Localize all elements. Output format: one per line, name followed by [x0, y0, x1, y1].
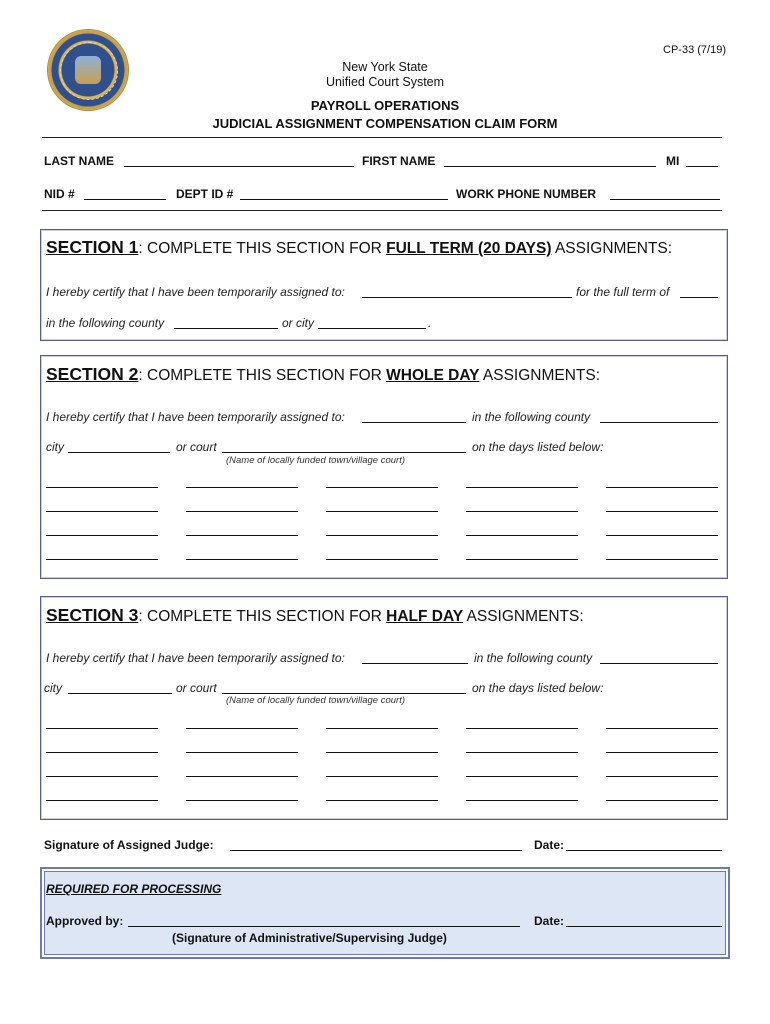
s2-day-field[interactable] — [466, 499, 578, 512]
s3-county-text: in the following county — [474, 651, 593, 665]
required-processing-box — [40, 867, 730, 959]
s2-city-text: city — [46, 440, 64, 454]
nid-field[interactable] — [84, 187, 166, 200]
s2-city-field[interactable] — [68, 440, 170, 453]
s3-day-field[interactable] — [46, 764, 158, 777]
s1-certify-text: I hereby certify that I have been temporarily assigned to: — [46, 285, 345, 299]
s2-day-field[interactable] — [46, 499, 158, 512]
s3-assigned-to-field[interactable] — [362, 651, 468, 664]
mi-field[interactable] — [686, 154, 718, 167]
work-phone-field[interactable] — [610, 187, 720, 200]
s3-day-field[interactable] — [46, 788, 158, 801]
s2-day-field[interactable] — [326, 523, 438, 536]
s2-day-field[interactable] — [466, 547, 578, 560]
id-rule — [42, 210, 722, 211]
form-code: CP-33 (7/19) — [663, 44, 726, 56]
s2-day-field[interactable] — [466, 523, 578, 536]
s2-certify-text: I hereby certify that I have been temporarily assigned to: — [46, 410, 345, 424]
s2-day-field[interactable] — [326, 547, 438, 560]
s3-day-field[interactable] — [326, 716, 438, 729]
s3-certify-text: I hereby certify that I have been temporarily assigned to: — [46, 651, 345, 665]
first-name-label: FIRST NAME — [362, 154, 436, 168]
s3-day-field[interactable] — [466, 716, 578, 729]
s3-day-field[interactable] — [46, 716, 158, 729]
s2-day-field[interactable] — [46, 523, 158, 536]
s3-or-court-text: or court — [176, 681, 217, 695]
form-title-1: PAYROLL OPERATIONS — [310, 98, 460, 113]
s3-days-text: on the days listed below: — [472, 681, 604, 695]
s2-day-field[interactable] — [186, 475, 298, 488]
header-court-system: Unified Court System — [325, 75, 445, 89]
s2-day-field[interactable] — [46, 475, 158, 488]
s3-day-field[interactable] — [606, 716, 718, 729]
s2-day-field[interactable] — [186, 523, 298, 536]
s1-city-field[interactable] — [318, 316, 426, 329]
s3-day-field[interactable] — [186, 764, 298, 777]
section-1-number: SECTION 1 — [46, 237, 139, 257]
first-name-field[interactable] — [444, 154, 656, 167]
section-2-heading: SECTION 2: COMPLETE THIS SECTION FOR WHOLE DAY ASSIGNMENTS: — [46, 364, 601, 384]
s1-county-text: in the following county — [46, 316, 165, 330]
s1-full-term-text: for the full term of — [576, 285, 670, 299]
s1-full-term-field[interactable] — [680, 285, 718, 298]
s2-court-field[interactable] — [222, 440, 466, 453]
s2-day-field[interactable] — [186, 499, 298, 512]
section-3-box — [40, 596, 728, 820]
header-state: New York State — [342, 60, 428, 74]
s2-days-text: on the days listed below: — [472, 440, 604, 454]
form-title-2: JUDICIAL ASSIGNMENT COMPENSATION CLAIM FORM — [212, 116, 558, 131]
s2-assigned-to-field[interactable] — [362, 410, 466, 423]
last-name-field[interactable] — [124, 154, 354, 167]
s2-day-field[interactable] — [46, 547, 158, 560]
dept-id-field[interactable] — [240, 187, 448, 200]
s3-city-text: city — [44, 681, 62, 695]
nid-label: NID # — [44, 187, 75, 201]
s1-assigned-to-field[interactable] — [362, 285, 572, 298]
s2-day-field[interactable] — [326, 475, 438, 488]
s3-day-field[interactable] — [326, 740, 438, 753]
s2-or-court-text: or court — [176, 440, 217, 454]
s2-day-field[interactable] — [606, 547, 718, 560]
s1-or-city-text: or city — [282, 316, 315, 330]
judge-signature-label: Signature of Assigned Judge: — [44, 838, 214, 852]
s2-day-field[interactable] — [606, 523, 718, 536]
s3-day-field[interactable] — [326, 788, 438, 801]
section-3-heading: SECTION 3: COMPLETE THIS SECTION FOR HALF DAY ASSIGNMENTS: — [46, 605, 584, 625]
s2-county-field[interactable] — [600, 410, 718, 423]
s3-court-field[interactable] — [222, 681, 466, 694]
s2-day-field[interactable] — [606, 499, 718, 512]
s3-day-field[interactable] — [606, 764, 718, 777]
last-name-label: LAST NAME — [44, 154, 114, 168]
s3-day-field[interactable] — [46, 740, 158, 753]
approved-by-field[interactable] — [128, 914, 520, 927]
judge-date-field[interactable] — [566, 838, 722, 851]
s2-day-field[interactable] — [326, 499, 438, 512]
s3-day-field[interactable] — [606, 740, 718, 753]
s1-period: . — [428, 316, 432, 330]
header-rule — [42, 137, 722, 138]
s3-day-field[interactable] — [466, 764, 578, 777]
s1-county-field[interactable] — [174, 316, 278, 329]
approver-note: (Signature of Administrative/Supervising Judge) — [172, 931, 447, 945]
s3-day-field[interactable] — [326, 764, 438, 777]
section-1-heading: SECTION 1: COMPLETE THIS SECTION FOR FULL TERM (20 DAYS) ASSIGNMENTS: — [46, 237, 673, 257]
s2-day-field[interactable] — [466, 475, 578, 488]
judge-date-label: Date: — [534, 838, 565, 852]
mi-label: MI — [666, 154, 680, 168]
s3-day-field[interactable] — [466, 740, 578, 753]
s3-county-field[interactable] — [600, 651, 718, 664]
s3-city-field[interactable] — [68, 681, 172, 694]
s2-court-note: (Name of locally funded town/village court) — [226, 455, 406, 466]
approved-by-label: Approved by: — [46, 914, 124, 928]
judge-signature-field[interactable] — [230, 838, 522, 851]
section-3-number: SECTION 3 — [46, 605, 139, 625]
s3-day-field[interactable] — [466, 788, 578, 801]
s2-day-field[interactable] — [606, 475, 718, 488]
s2-day-field[interactable] — [186, 547, 298, 560]
approval-date-field[interactable] — [566, 914, 722, 927]
section-2-number: SECTION 2 — [46, 364, 139, 384]
s3-day-field[interactable] — [186, 788, 298, 801]
s3-day-field[interactable] — [186, 740, 298, 753]
section-2-box — [40, 355, 728, 579]
s3-court-note: (Name of locally funded town/village court) — [226, 695, 406, 706]
work-phone-label: WORK PHONE NUMBER — [456, 187, 596, 201]
approval-date-label: Date: — [534, 914, 565, 928]
s3-day-field[interactable] — [186, 716, 298, 729]
dept-id-label: DEPT ID # — [176, 187, 234, 201]
s3-day-field[interactable] — [606, 788, 718, 801]
required-title: REQUIRED FOR PROCESSING — [46, 882, 222, 896]
s2-county-text: in the following county — [472, 410, 591, 424]
